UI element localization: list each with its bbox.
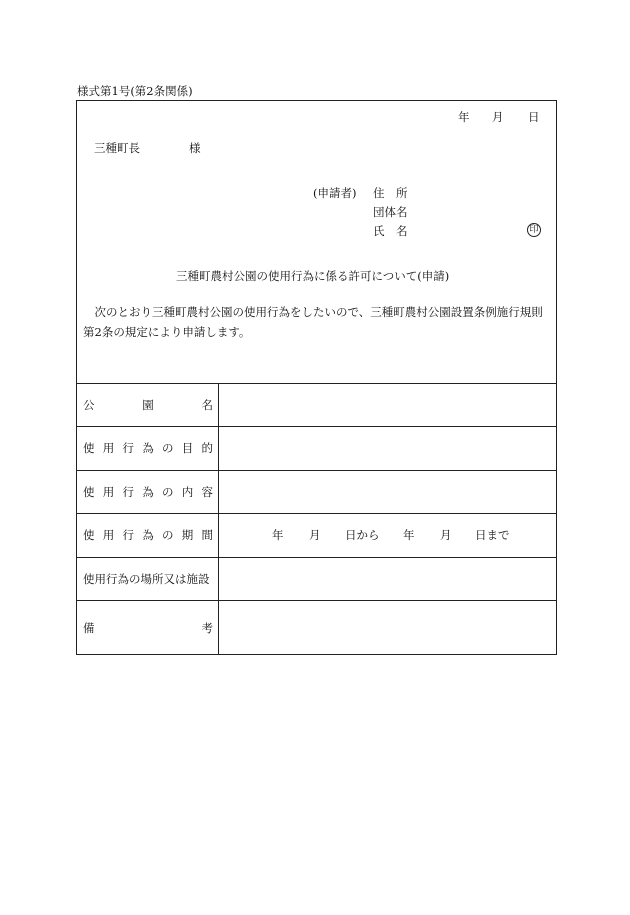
form-title: 三種町農村公園の使用行為に係る許可について(申請) bbox=[176, 269, 450, 283]
date-month: 月 bbox=[492, 110, 504, 124]
recipient-name: 三種町長 bbox=[94, 141, 140, 155]
period-end-month: 月 bbox=[440, 528, 452, 542]
row-label-location: 使用行為の場所又は施設 bbox=[83, 572, 210, 586]
period-start-month: 月 bbox=[309, 528, 321, 542]
date-day: 日 bbox=[528, 110, 540, 124]
row-label-remarks: 備 考 bbox=[83, 621, 213, 635]
period-end-day: 日まで bbox=[475, 528, 510, 542]
row-label-period: 使 用 行 為 の 期 間 bbox=[83, 528, 213, 542]
applicant-group-label: 団体名 bbox=[373, 205, 408, 219]
body-text-line-1: 次のとおり三種町農村公園の使用行為をしたいので、三種町農村公園設置条例施行規則 bbox=[83, 305, 543, 319]
content-value[interactable] bbox=[219, 471, 556, 513]
recipient-suffix: 様 bbox=[189, 141, 201, 155]
row-label-park-name: 公 園 名 bbox=[83, 398, 213, 412]
body-text-line-2: 第2条の規定により申請します。 bbox=[83, 325, 251, 339]
period-start-year: 年 bbox=[272, 528, 284, 542]
applicant-label: (申請者) bbox=[313, 186, 357, 200]
row-label-content: 使 用 行 為 の 内 容 bbox=[83, 485, 213, 499]
applicant-name-label: 氏 名 bbox=[373, 224, 408, 238]
row-divider bbox=[76, 513, 557, 514]
period-start-day: 日から bbox=[345, 528, 380, 542]
park-name-value[interactable] bbox=[219, 384, 556, 426]
remarks-value[interactable] bbox=[219, 601, 556, 654]
location-value[interactable] bbox=[219, 558, 556, 600]
row-label-purpose: 使 用 行 為 の 目 的 bbox=[83, 441, 213, 455]
date-year: 年 bbox=[458, 110, 470, 124]
period-end-year: 年 bbox=[403, 528, 415, 542]
seal-mark: 印 bbox=[527, 223, 541, 237]
purpose-value[interactable] bbox=[219, 427, 556, 470]
form-code: 様式第1号(第2条関係) bbox=[77, 84, 193, 98]
applicant-address-label: 住 所 bbox=[373, 186, 408, 200]
